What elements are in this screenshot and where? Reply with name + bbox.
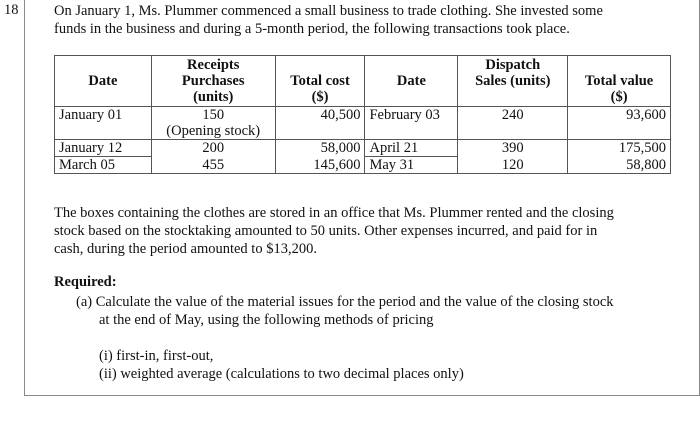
row-purchases [151, 107, 275, 140]
header-sales [458, 56, 568, 107]
header-total-value [568, 56, 671, 107]
header-dispatch-date: Date [365, 56, 458, 107]
intro-paragraph [54, 2, 674, 38]
row-cost: 145,600 [275, 157, 365, 174]
row-date: January 12 [55, 140, 152, 157]
header-receipts: Receipts [187, 57, 240, 73]
header-purchases-label: Purchases [181, 73, 245, 89]
part-a [76, 293, 676, 329]
intro-line-1: On January 1, Ms. Plummer commenced a small business to trade clothing. She invested some [54, 3, 603, 19]
header-dispatch: Dispatch [485, 57, 541, 73]
row-purchases-units: 150 [202, 107, 225, 123]
row-date: January 01 [55, 107, 152, 140]
question-number: 18 [4, 2, 19, 18]
header-purchases-unit: (units) [193, 89, 234, 105]
method-fifo: (i) first-in, first-out, [99, 348, 214, 364]
table-header-row [55, 56, 671, 107]
row-value: 58,800 [568, 157, 671, 174]
part-a-line-2: at the end of May, using the following methods of pricing [99, 312, 434, 328]
header-purchases [151, 56, 275, 107]
row-purchases: 455 [151, 157, 275, 174]
row-sales: 120 [458, 157, 568, 174]
storage-paragraph [54, 204, 674, 258]
header-date: Date [55, 56, 152, 107]
table-row [55, 107, 671, 140]
row-date: March 05 [55, 157, 152, 174]
para-line-2: stock based on the stocktaking amounted to 50 units. Other expenses incurred, and paid for in [54, 223, 598, 239]
row-cost: 58,000 [275, 140, 365, 157]
part-a-line-1: (a) Calculate the value of the material issues for the period and the value of the closing stock [76, 294, 614, 310]
para-line-3: cash, during the period amounted to $13,200. [54, 241, 317, 257]
row-dispatch-date: May 31 [365, 157, 458, 174]
row-sales: 240 [458, 107, 568, 140]
row-purchases-note: (Opening stock) [166, 123, 261, 139]
header-sales-label: Sales (units) [475, 73, 551, 89]
para-line-1: The boxes containing the clothes are stored in an office that Ms. Plummer rented and the closing [54, 205, 614, 221]
header-total-value-unit: ($) [610, 89, 628, 105]
header-total-cost-unit: ($) [311, 89, 329, 105]
intro-line-2: funds in the business and during a 5-month period, the following transactions took place. [54, 21, 570, 37]
row-dispatch-date: April 21 [365, 140, 458, 157]
transactions-table [54, 55, 671, 174]
row-purchases: 200 [151, 140, 275, 157]
header-total-cost [275, 56, 365, 107]
table-row [55, 140, 671, 157]
row-sales: 390 [458, 140, 568, 157]
required-heading: Required: [54, 274, 117, 290]
row-value: 93,600 [568, 107, 671, 140]
table-row [55, 157, 671, 174]
row-cost: 40,500 [275, 107, 365, 140]
row-dispatch-date: February 03 [365, 107, 458, 140]
row-value: 175,500 [568, 140, 671, 157]
header-total-value-label: Total value [584, 73, 654, 89]
method-weighted-average: (ii) weighted average (calculations to two decimal places only) [99, 366, 464, 382]
header-total-cost-label: Total cost [290, 73, 350, 89]
